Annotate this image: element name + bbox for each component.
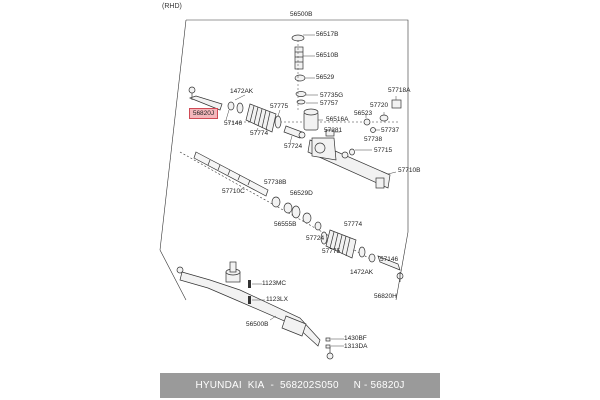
highlighted-part-label[interactable]: 56820J (189, 108, 218, 119)
label-57718A: 57718A (388, 87, 411, 94)
label-56510B: 56510B (316, 52, 339, 59)
seal-56529D (284, 203, 292, 213)
clamp-1472AK-bot (359, 247, 365, 257)
label-1472AK-top: 1472AK (230, 88, 254, 95)
pinion-56510B (295, 47, 303, 69)
part-number-footer: HYUNDAI KIA - 568202S050 N - 56820J (160, 373, 440, 398)
label-1430BF: 1430BF (344, 335, 367, 342)
label-56516A: 56516A (326, 116, 349, 123)
label-56529: 56529 (316, 74, 335, 81)
label-1123LX: 1123LX (266, 296, 288, 303)
bush-57738B (272, 197, 280, 207)
label-56500B-bot: 56500B (246, 321, 269, 328)
label-56820H: 56820H (374, 293, 397, 300)
yoke-57720 (380, 115, 388, 121)
label-57757: 57757 (320, 100, 339, 107)
label-57738: 57738 (364, 136, 383, 143)
label-56517B: 56517B (316, 31, 339, 38)
nut-57146-bot (369, 254, 375, 262)
label-56523: 56523 (354, 110, 373, 117)
bush-57715 (350, 149, 355, 155)
label-57710C: 57710C (222, 188, 245, 195)
label-57774-top: 57774 (250, 130, 269, 137)
label-56529D: 56529D (290, 190, 313, 197)
footer-part-number: 568202S050 (279, 380, 339, 391)
inner-tie-rod-57724-bot (315, 222, 321, 230)
label-57146-top: 57146 (224, 120, 243, 127)
label-57724-top: 57724 (284, 143, 303, 150)
label-57774-bot: 57774 (344, 221, 363, 228)
label-1472AK-bot: 1472AK (350, 269, 374, 276)
label-56555B: 56555B (274, 221, 297, 228)
clamp-57775-top (275, 116, 281, 128)
nut-1313DA (326, 345, 330, 348)
tie-rod-end-56820J-ball (189, 87, 195, 93)
nut-57737 (371, 128, 376, 133)
drive-side-note: (RHD) (162, 3, 182, 10)
label-57720: 57720 (370, 102, 389, 109)
nut-57146-top (228, 102, 234, 110)
label-57775-bot: 57775 (322, 248, 341, 255)
clamp-1472AK-top (237, 103, 243, 113)
spring-56523 (364, 119, 370, 125)
label-57710B: 57710B (398, 167, 421, 174)
label-57146-bot: 57146 (380, 256, 399, 263)
label-57724-bot: 57724 (306, 235, 325, 242)
label-57281: 57281 (324, 127, 343, 134)
bolt-1430BF (326, 338, 330, 341)
label-57737: 57737 (381, 127, 400, 134)
label-57738B: 57738B (264, 179, 287, 186)
bushing-56555B (303, 213, 311, 223)
label-56500B-top: 56500B (290, 11, 313, 18)
label-1313DA: 1313DA (344, 343, 368, 350)
label-57735G: 57735G (320, 92, 344, 99)
footer-n-label: N - 56820J (353, 380, 405, 391)
label-1123MC: 1123MC (262, 280, 287, 287)
footer-brand: HYUNDAI KIA (195, 380, 265, 391)
bearing-56529 (295, 75, 305, 81)
label-57715: 57715 (374, 147, 393, 154)
ring-57735G (296, 92, 306, 97)
label-57775-top: 57775 (270, 103, 289, 110)
plug-57718A (392, 100, 401, 108)
